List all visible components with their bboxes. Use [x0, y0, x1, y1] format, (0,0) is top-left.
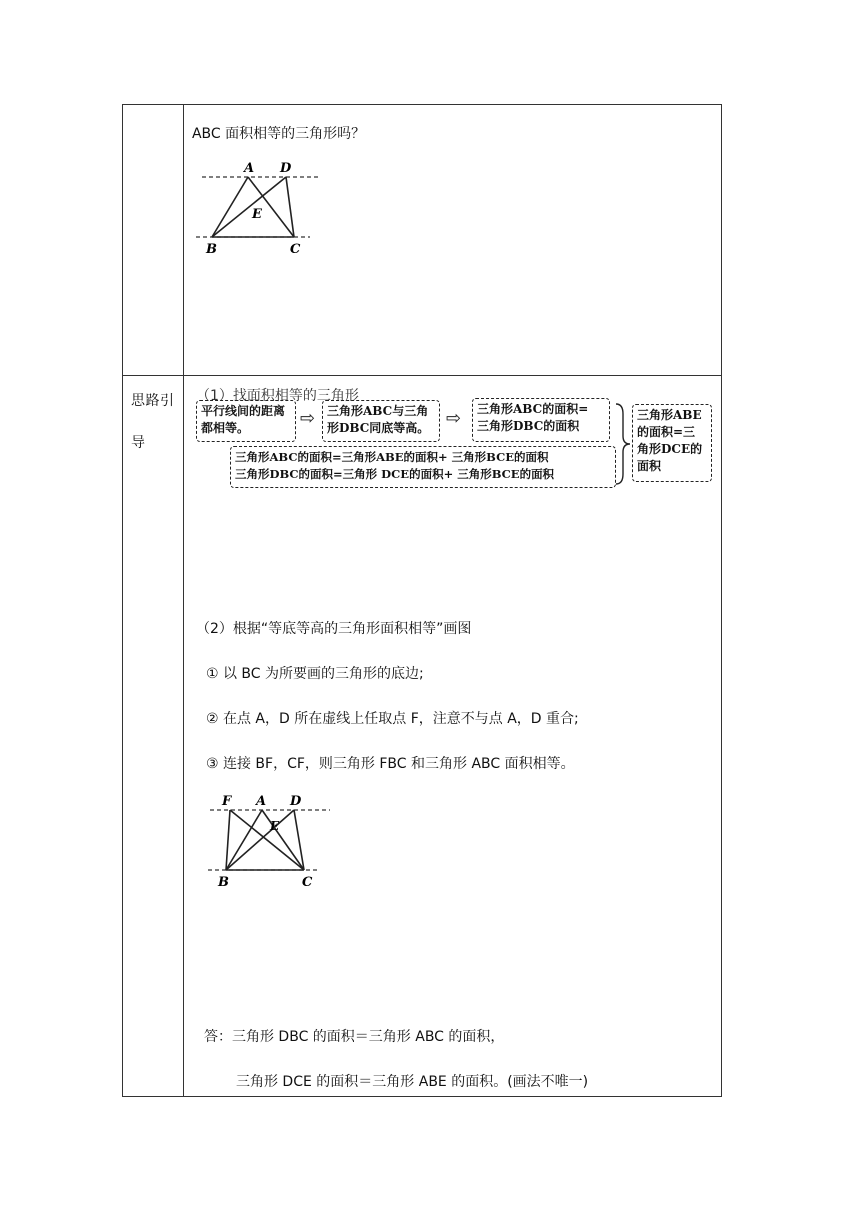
flow-box-area-sums — [230, 446, 616, 488]
part2-heading: （2）根据“等底等高的三角形面积相等”画图 — [195, 621, 472, 637]
segment-ab — [226, 810, 262, 870]
table-row-guidance — [123, 376, 722, 1097]
question-text: ABC 面积相等的三角形吗？ — [191, 126, 366, 142]
row-label-cell — [123, 376, 184, 1097]
step-1: ① 以 BC 为所要画的三角形的底边; — [205, 666, 424, 682]
segment-db — [212, 177, 286, 237]
segment-fc — [230, 810, 304, 870]
point-label: E — [251, 207, 262, 222]
point-label: D — [289, 794, 302, 809]
segment-fb — [226, 810, 230, 870]
flow-box-same-base-height: 三角形ABC与三角形DBC同底等高。 — [322, 400, 440, 442]
arrow-icon: ⇨ — [299, 408, 316, 429]
lesson-table — [122, 104, 722, 1097]
table-row-question — [123, 105, 722, 376]
answer-line-2: 三角形 DCE 的面积＝三角形 ABE 的面积。(画法不唯一) — [235, 1074, 589, 1090]
flow-box-conclusion: 三角形ABE的面积=三角形DCE的面积 — [632, 404, 712, 482]
flow-box-line: 三角形ABC的面积=三角形ABE的面积+ 三角形BCE的面积 — [234, 450, 549, 464]
step-2: ② 在点 A，D 所在虚线上任取点 F，注意不与点 A，D 重合; — [205, 711, 579, 727]
point-label: C — [289, 242, 301, 257]
guidance-cell — [183, 376, 721, 1097]
point-label: E — [269, 819, 280, 833]
row-label-cell — [123, 105, 184, 376]
flow-box-line: 三角形DBC的面积=三角形 DCE的面积+ 三角形BCE的面积 — [234, 467, 555, 481]
figure-trapezoid-abcd — [194, 157, 324, 257]
segment-dc — [294, 810, 304, 870]
point-label: C — [301, 875, 313, 890]
flow-box-line: 三角形ABC的面积= — [476, 402, 589, 416]
point-label: F — [221, 794, 232, 809]
flow-box-parallel-distance: 平行线间的距离都相等。 — [196, 400, 296, 442]
point-label: A — [243, 161, 255, 176]
question-cell — [183, 105, 721, 376]
point-label: D — [279, 161, 292, 176]
figure-with-point-f — [206, 790, 336, 890]
flow-box-line: 三角形DBC的面积 — [476, 419, 580, 433]
answer-line-1: 答：三角形 DBC 的面积＝三角形 ABC 的面积， — [203, 1029, 505, 1045]
point-label: B — [205, 242, 217, 257]
part1-heading-clipped: （1）找面积相等的三角形 — [195, 388, 359, 404]
segment-ab — [212, 177, 248, 237]
point-label: A — [255, 794, 267, 809]
step-3: ③ 连接 BF，CF，则三角形 FBC 和三角形 ABC 面积相等。 — [205, 756, 575, 772]
brace-icon — [614, 402, 632, 486]
arrow-icon: ⇨ — [445, 408, 462, 429]
point-label: B — [217, 875, 229, 890]
row-label — [123, 105, 183, 109]
row-label-guidance: 思路引导 — [131, 393, 175, 451]
flow-box-area-equal — [472, 398, 610, 442]
